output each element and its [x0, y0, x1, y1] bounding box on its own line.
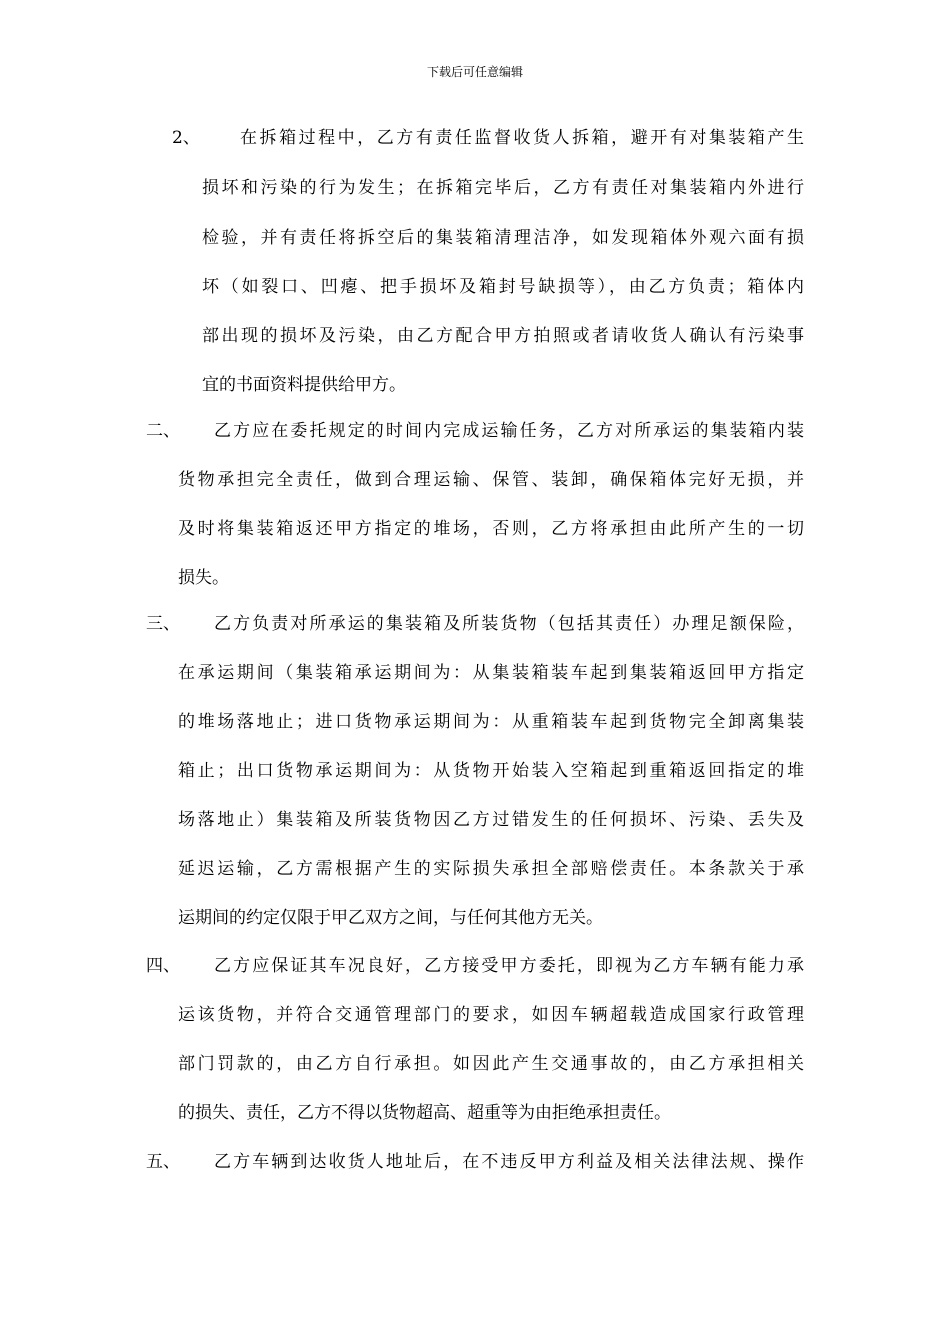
clause-line: 及时将集装箱返还甲方指定的堆场，否则，乙方将承担由此所产生的一切	[178, 519, 804, 539]
clause-line: 乙方负责对所承运的集装箱及所装货物（包括其责任）办理足额保险，	[214, 614, 804, 634]
clause-number: 二、	[146, 421, 180, 441]
clause-line: 运期间的约定仅限于甲乙双方之间，与任何其他方无关。	[178, 908, 603, 928]
clause-line: 货物承担完全责任，做到合理运输、保管、装卸，确保箱体完好无损，并	[178, 470, 804, 490]
clause-line: 乙方应在委托规定的时间内完成运输任务，乙方对所承运的集装箱内装	[214, 421, 804, 441]
clause-line: 宜的书面资料提供给甲方。	[202, 375, 406, 395]
clause-number: 四、	[146, 956, 180, 976]
clause-line: 检验，并有责任将拆空后的集装箱清理洁净，如发现箱体外观六面有损	[202, 228, 804, 248]
clause-line: 乙方车辆到达收货人地址后，在不违反甲方利益及相关法律法规、操作	[214, 1152, 804, 1172]
clause-number: 三、	[146, 614, 180, 634]
clause-number: 2、	[172, 128, 200, 148]
clause-line: 的损失、责任，乙方不得以货物超高、超重等为由拒绝承担责任。	[178, 1103, 671, 1123]
clause-line: 运该货物，并符合交通管理部门的要求，如因车辆超载造成国家行政管理	[178, 1005, 804, 1025]
clause-line: 损坏和污染的行为发生；在拆箱完毕后，乙方有责任对集装箱内外进行	[202, 178, 804, 198]
clause-line: 坏（如裂口、凹瘪、把手损坏及箱封号缺损等），由乙方负责；箱体内	[202, 277, 804, 297]
clause-line: 部门罚款的，由乙方自行承担。如因此产生交通事故的，由乙方承担相关	[178, 1054, 804, 1074]
clause-line: 箱止；出口货物承运期间为：从货物开始装入空箱起到重箱返回指定的堆	[178, 761, 804, 781]
clause-line: 损失。	[178, 568, 229, 588]
clause-line: 延迟运输，乙方需根据产生的实际损失承担全部赔偿责任。本条款关于承	[178, 859, 804, 879]
clause-line: 场落地止）集装箱及所装货物因乙方过错发生的任何损坏、污染、丢失及	[178, 810, 804, 830]
clause-line: 部出现的损坏及污染，由乙方配合甲方拍照或者请收货人确认有污染事	[202, 326, 804, 346]
clause-number: 五、	[146, 1152, 180, 1172]
clause-line: 在拆箱过程中，乙方有责任监督收货人拆箱，避开有对集装箱产生	[240, 128, 804, 148]
page-header: 下载后可任意编辑	[426, 65, 523, 79]
clause-line: 乙方应保证其车况良好，乙方接受甲方委托，即视为乙方车辆有能力承	[214, 956, 804, 976]
clause-line: 在承运期间（集装箱承运期间为：从集装箱装车起到集装箱返回甲方指定	[178, 663, 804, 683]
clause-line: 的堆场落地止；进口货物承运期间为：从重箱装车起到货物完全卸离集装	[178, 712, 804, 732]
